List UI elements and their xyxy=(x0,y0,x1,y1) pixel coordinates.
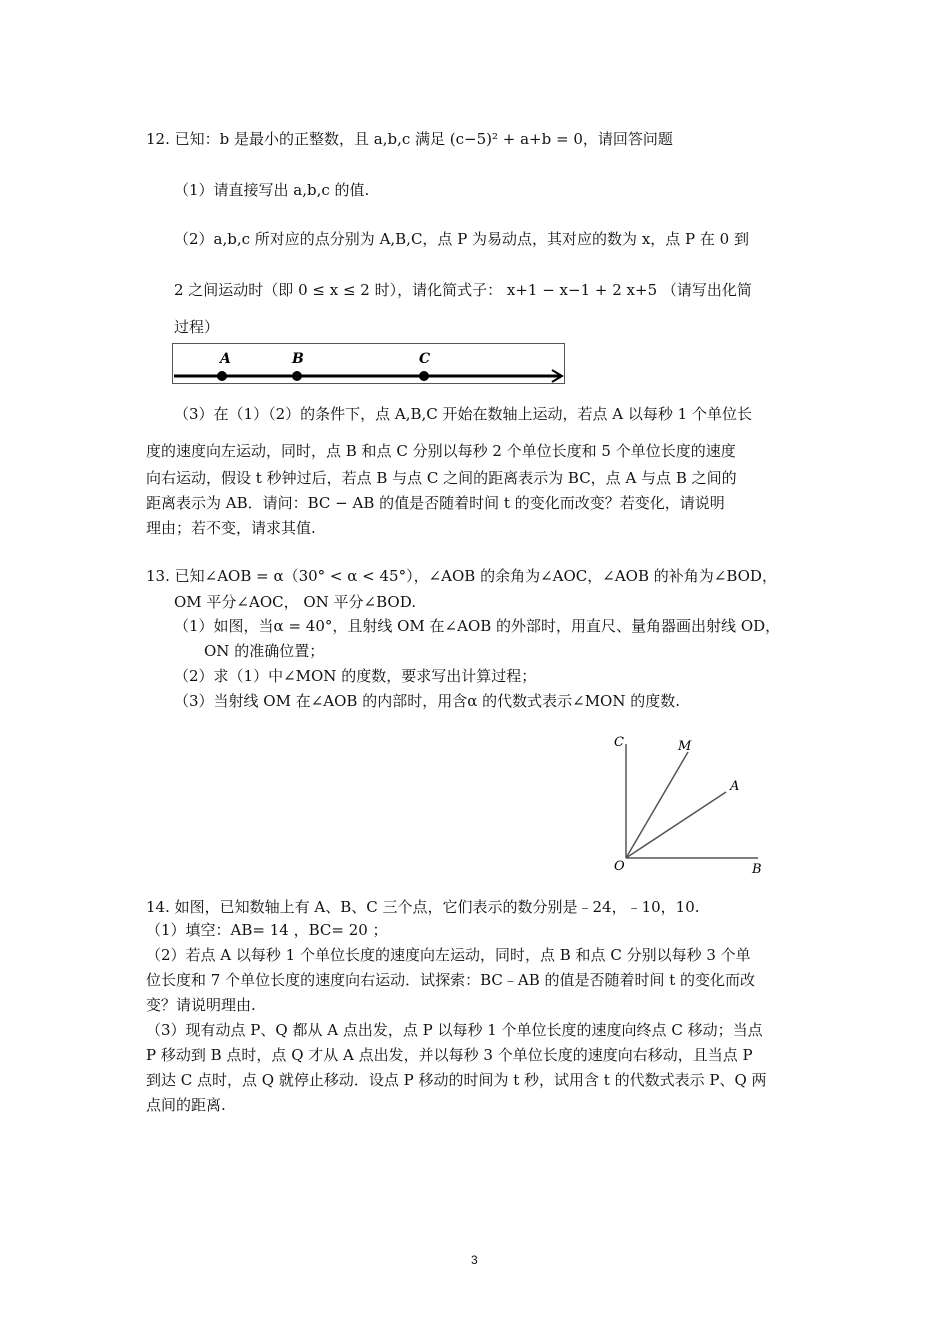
ray-om xyxy=(626,752,688,858)
q12-part3-line5: 理由；若不变，请求其值. xyxy=(146,519,316,537)
q12-part2-line2: 2 之间运动时（即 0 ≤ x ≤ 2 时），请化简式子： x+1 − x−1 + 2 x+5 （请写出化简 xyxy=(174,281,752,299)
point-a xyxy=(217,371,227,381)
q12-part3-line3: 向右运动，假设 t 秒钟过后，若点 B 与点 C 之间的距离表示为 BC，点 A 与点 B 之间的 xyxy=(146,469,737,487)
point-a-label: A xyxy=(220,351,231,367)
q14-part3-line3: 到达 C 点时，点 Q 就停止移动．设点 P 移动的时间为 t 秒，试用含 t 的代数式表示 P、Q 两 xyxy=(146,1071,767,1089)
q14-part3-line4: 点间的距离. xyxy=(146,1096,226,1114)
q12-part3-line1: （3）在（1）（2）的条件下，点 A,B,C 开始在数轴上运动，若点 A 以每秒 1 个单位长 xyxy=(174,405,752,423)
q12-stem: 12. 已知：b 是最小的正整数，且 a,b,c 满足 (c−5)² + a+b = 0，请回答问题 xyxy=(146,130,673,148)
q13-stem-line2: OM 平分∠AOC， ON 平分∠BOD. xyxy=(174,593,416,611)
q14-part1: （1）填空：AB= 14 ，BC= 20 ； xyxy=(146,921,388,939)
q12-part2-line1: （2）a,b,c 所对应的点分别为 A,B,C，点 P 为易动点，其对应的数为 x，点 P 在 0 到 xyxy=(174,230,749,248)
q13-part1-line1: （1）如图，当α = 40°，且射线 OM 在∠AOB 的外部时，用直尺、量角器画出射线 OD， xyxy=(174,617,781,635)
q12-part1: （1）请直接写出 a,b,c 的值. xyxy=(174,181,370,199)
q12-number-line-figure xyxy=(172,343,566,385)
q14-part3-line2: P 移动到 B 点时，点 Q 才从 A 点出发，并以每秒 3 个单位长度的速度向右移动，且当点 P xyxy=(146,1046,753,1064)
point-b xyxy=(292,371,302,381)
point-c xyxy=(419,371,429,381)
q14-part2-line1: （2）若点 A 以每秒 1 个单位长度的速度向左运动，同时，点 B 和点 C 分别以每秒 3 个单 xyxy=(146,946,751,964)
q13-part3: （3）当射线 OM 在∠AOB 的内部时，用含α 的代数式表示∠MON 的度数. xyxy=(174,692,681,710)
q13-angle-figure xyxy=(608,730,770,880)
q12-part2-line3: 过程） xyxy=(174,318,220,336)
q12-part3-line2: 度的速度向左运动，同时，点 B 和点 C 分别以每秒 2 个单位长度和 5 个单位长度的速度 xyxy=(146,442,736,460)
point-c-label: C xyxy=(419,351,431,367)
page-number: 3 xyxy=(471,1253,478,1267)
q13-part2: （2）求（1）中∠MON 的度数，要求写出计算过程； xyxy=(174,667,537,685)
label-a: A xyxy=(730,779,740,794)
q14-stem: 14. 如图，已知数轴上有 A、B、C 三个点，它们表示的数分别是﹣24，﹣10，10. xyxy=(146,898,700,916)
point-b-label: B xyxy=(292,351,304,367)
q13-part1-line2: ON 的准确位置； xyxy=(204,642,325,660)
label-c: C xyxy=(614,735,624,750)
q13-stem-line1: 13. 已知∠AOB = α（30° < α < 45°），∠AOB 的余角为∠AOC，∠AOB 的补角为∠BOD， xyxy=(146,567,777,585)
q14-part2-line3: 变？请说明理由. xyxy=(146,996,256,1014)
label-o: O xyxy=(614,859,625,874)
label-b: B xyxy=(752,862,762,877)
ray-oa xyxy=(626,792,726,858)
q14-part3-line1: （3）现有动点 P、Q 都从 A 点出发，点 P 以每秒 1 个单位长度的速度向终点 C 移动；当点 xyxy=(146,1021,763,1039)
q14-part2-line2: 位长度和 7 个单位长度的速度向右运动．试探索：BC﹣AB 的值是否随着时间 t 的变化而改 xyxy=(146,971,756,989)
label-m: M xyxy=(678,739,692,754)
q12-part3-line4: 距离表示为 AB．请问：BC − AB 的值是否随着时间 t 的变化而改变？若变化，请说明 xyxy=(146,494,725,512)
